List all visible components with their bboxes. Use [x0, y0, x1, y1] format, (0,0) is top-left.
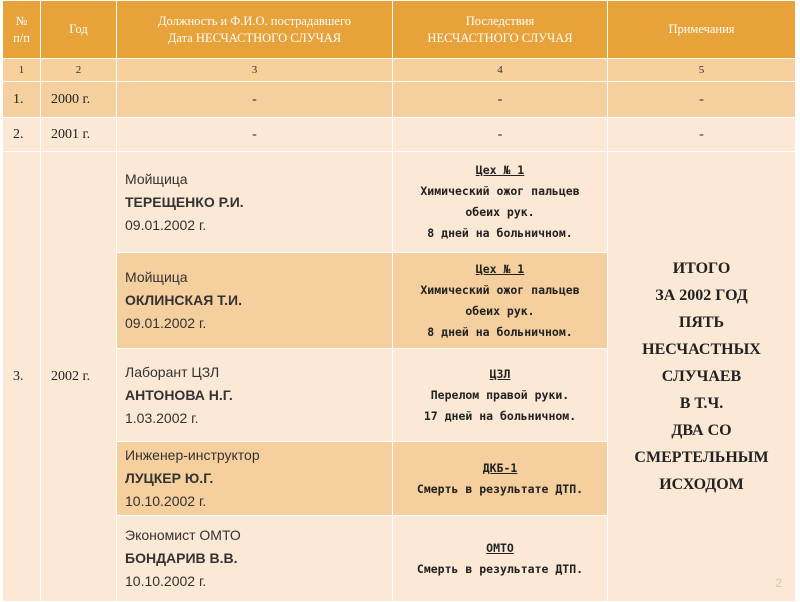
person-cell — [117, 253, 393, 349]
header-num-line2: п/п — [13, 30, 30, 45]
header-person — [117, 1, 393, 59]
person-position: Мойщица — [125, 170, 188, 187]
header-consequence-line1: Последствия — [465, 13, 535, 28]
person-cell — [117, 152, 393, 253]
consequence-line: 8 дней на больничном. — [427, 226, 573, 240]
person-cell — [117, 442, 393, 516]
table-row — [3, 152, 796, 253]
column-number-row — [3, 59, 796, 82]
header-row — [3, 1, 796, 59]
consequence-line: Смерть в результате ДТП. — [416, 561, 584, 576]
row-number: 1. — [3, 82, 41, 118]
header-num — [3, 1, 41, 59]
consequence-line: обеих рук. — [465, 303, 535, 318]
header-year: Год — [41, 1, 117, 59]
header-consequence-line2: НЕСЧАСТНОГО СЛУЧАЯ — [427, 30, 573, 45]
header-num-line1: № — [15, 13, 28, 28]
summary-line: НЕСЧАСТНЫХ — [642, 341, 761, 358]
consequence-line: Смерть в результате ДТП. — [416, 481, 584, 496]
accident-date: 09.01.2002 г. — [125, 315, 207, 331]
summary-line: ИТОГО — [672, 260, 731, 277]
row-dash: - — [393, 118, 608, 152]
consequence-line: 8 дней на больничном. — [427, 324, 573, 339]
table-row — [3, 82, 796, 118]
header-notes: Примечания — [608, 1, 796, 59]
person-name: ТЕРЕЩЕНКО Р.И. — [125, 193, 244, 210]
summary-line: ЗА 2002 ГОД — [655, 287, 748, 304]
row-year: 2001 г. — [41, 118, 117, 152]
accident-date: 09.01.2002 г. — [125, 216, 207, 233]
row-year: 2002 г. — [41, 152, 117, 602]
row-number: 3. — [3, 152, 41, 602]
summary-line: ДВА СО — [671, 422, 732, 439]
summary-line: В Т.Ч. — [679, 395, 724, 412]
consequence-cell — [393, 442, 608, 516]
person-position: Инженер-инструктор — [125, 447, 260, 463]
department: Цех № 1 — [475, 261, 525, 276]
page-number: 2 — [775, 576, 782, 590]
consequence-line: обеих рук. — [465, 205, 535, 219]
column-number: 4 — [393, 59, 608, 82]
person-cell — [117, 516, 393, 602]
person-position: Мойщица — [125, 269, 188, 285]
consequence-cell — [393, 349, 608, 442]
department: ЦЗЛ — [489, 366, 511, 381]
person-name: ЛУЦКЕР Ю.Г. — [125, 470, 214, 486]
consequence-cell — [393, 516, 608, 602]
header-person-line2: Дата НЕСЧАСТНОГО СЛУЧАЯ — [167, 30, 342, 45]
person-name: АНТОНОВА Н.Г. — [125, 386, 233, 403]
summary-line: ПЯТЬ — [678, 314, 725, 331]
consequence-cell — [393, 253, 608, 349]
accidents-table — [2, 0, 796, 602]
column-number: 3 — [117, 59, 393, 82]
person-cell — [117, 349, 393, 442]
column-number: 2 — [41, 59, 117, 82]
summary-line: СЛУЧАЕВ — [661, 368, 742, 385]
person-position: Экономист ОМТО — [125, 527, 241, 543]
summary-line: ИСХОДОМ — [659, 476, 744, 493]
person-name: БОНДАРИВ В.В. — [125, 550, 238, 566]
summary-line: СМЕРТЕЛЬНЫМ — [634, 449, 769, 466]
consequence-line: Химический ожог пальцев — [420, 282, 580, 297]
row-number: 2. — [3, 118, 41, 152]
consequence-cell — [393, 152, 608, 253]
department: ОМТО — [486, 540, 514, 555]
row-dash: - — [117, 118, 393, 152]
column-number: 5 — [608, 59, 796, 82]
row-dash: - — [117, 82, 393, 118]
accident-date: 1.03.2002 г. — [125, 409, 199, 426]
department: Цех № 1 — [475, 163, 525, 177]
row-dash: - — [393, 82, 608, 118]
table-row — [3, 118, 796, 152]
header-person-line1: Должность и Ф.И.О. пострадавшего — [157, 13, 352, 28]
summary-note — [608, 152, 796, 602]
column-number: 1 — [3, 59, 41, 82]
department: ДКБ-1 — [482, 460, 518, 475]
header-consequence — [393, 1, 608, 59]
accident-date: 10.10.2002 г. — [125, 493, 207, 509]
consequence-line: Перелом правой руки. — [430, 387, 570, 402]
row-year: 2000 г. — [41, 82, 117, 118]
row-dash: - — [608, 82, 796, 118]
person-position: Лаборант ЦЗЛ — [125, 363, 220, 380]
consequence-line: 17 дней на больничном. — [423, 408, 577, 423]
consequence-line: Химический ожог пальцев — [420, 184, 580, 198]
row-dash: - — [608, 118, 796, 152]
person-name: ОКЛИНСКАЯ Т.И. — [125, 292, 242, 308]
accident-date: 10.10.2002 г. — [125, 573, 207, 589]
